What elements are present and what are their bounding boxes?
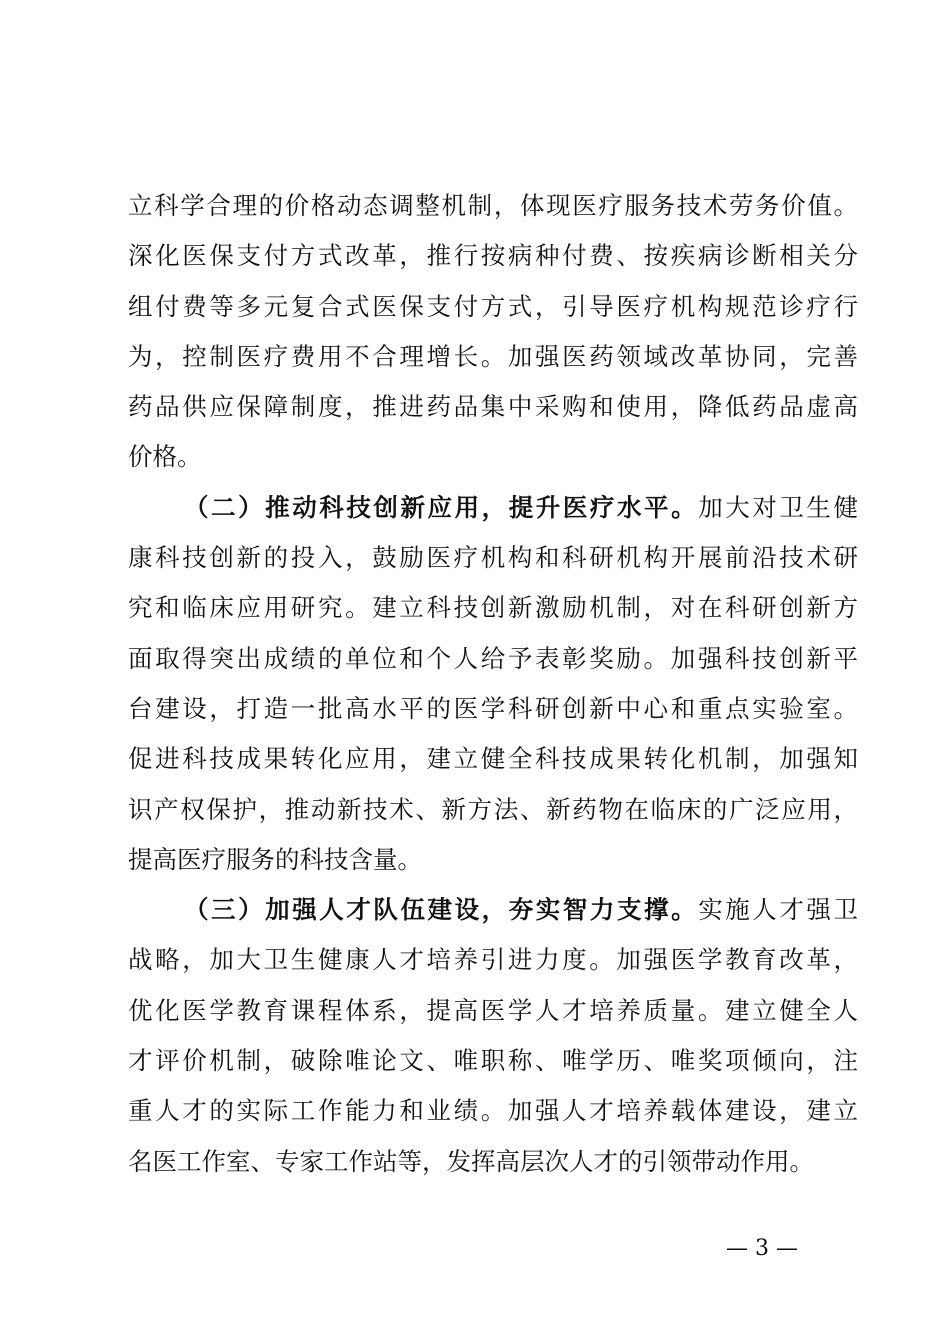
- section-2-first-line-rest: 加大对卫生健: [698, 492, 858, 522]
- text-line: 促进科技成果转化应用，建立健全科技成果转化机制，加强知: [128, 744, 858, 774]
- text-line: 战略，加大卫生健康人才培养引进力度。加强医学教育改革，: [128, 945, 858, 975]
- text-line: 康科技创新的投入，鼓励医疗机构和科研机构开展前沿技术研: [128, 543, 858, 573]
- section-2-first-line: [128, 483, 858, 533]
- section-3-heading: （三）加强人才队伍建设，夯实智力支撑。: [184, 895, 699, 925]
- text-line: 组付费等多元复合式医保支付方式，引导医疗机构规范诊疗行: [128, 291, 858, 321]
- text-line: 台建设，打造一批高水平的医学科研创新中心和重点实验室。: [128, 693, 858, 723]
- text-line: 才评价机制，破除唯论文、唯职称、唯学历、唯奖项倾向，注: [128, 1046, 858, 1076]
- text-line: 名医工作室、专家工作站等，发挥高层次人才的引领带动作用。: [128, 1146, 814, 1176]
- text-line: 药品供应保障制度，推进药品集中采购和使用，降低药品虚高: [128, 392, 858, 422]
- text-line: 识产权保护，推动新技术、新方法、新药物在临床的广泛应用，: [128, 794, 858, 824]
- text-line: 提高医疗服务的科技含量。: [128, 844, 422, 874]
- page-number: — 3 —: [726, 1236, 798, 1261]
- section-2-heading: （二）推动科技创新应用，提升医疗水平。: [184, 492, 699, 522]
- text-line: 优化医学教育课程体系，提高医学人才培养质量。建立健全人: [128, 995, 858, 1025]
- section-3-first-line-rest: 实施人才强卫: [698, 895, 858, 925]
- body-text: [128, 181, 858, 1187]
- text-line: 重人才的实际工作能力和业绩。加强人才培养载体建设，建立: [128, 1096, 858, 1126]
- text-line: 价格。: [128, 442, 202, 472]
- text-line: 深化医保支付方式改革，推行按病种付费、按疾病诊断相关分: [128, 241, 858, 271]
- text-line: 立科学合理的价格动态调整机制，体现医疗服务技术劳务价值。: [128, 191, 858, 220]
- text-line: 为，控制医疗费用不合理增长。加强医药领域改革协同，完善: [128, 341, 858, 371]
- text-line: 面取得突出成绩的单位和个人给予表彰奖励。加强科技创新平: [128, 643, 858, 673]
- text-line: 究和临床应用研究。建立科技创新激励机制，对在科研创新方: [128, 593, 858, 623]
- section-3-first-line: [128, 885, 858, 935]
